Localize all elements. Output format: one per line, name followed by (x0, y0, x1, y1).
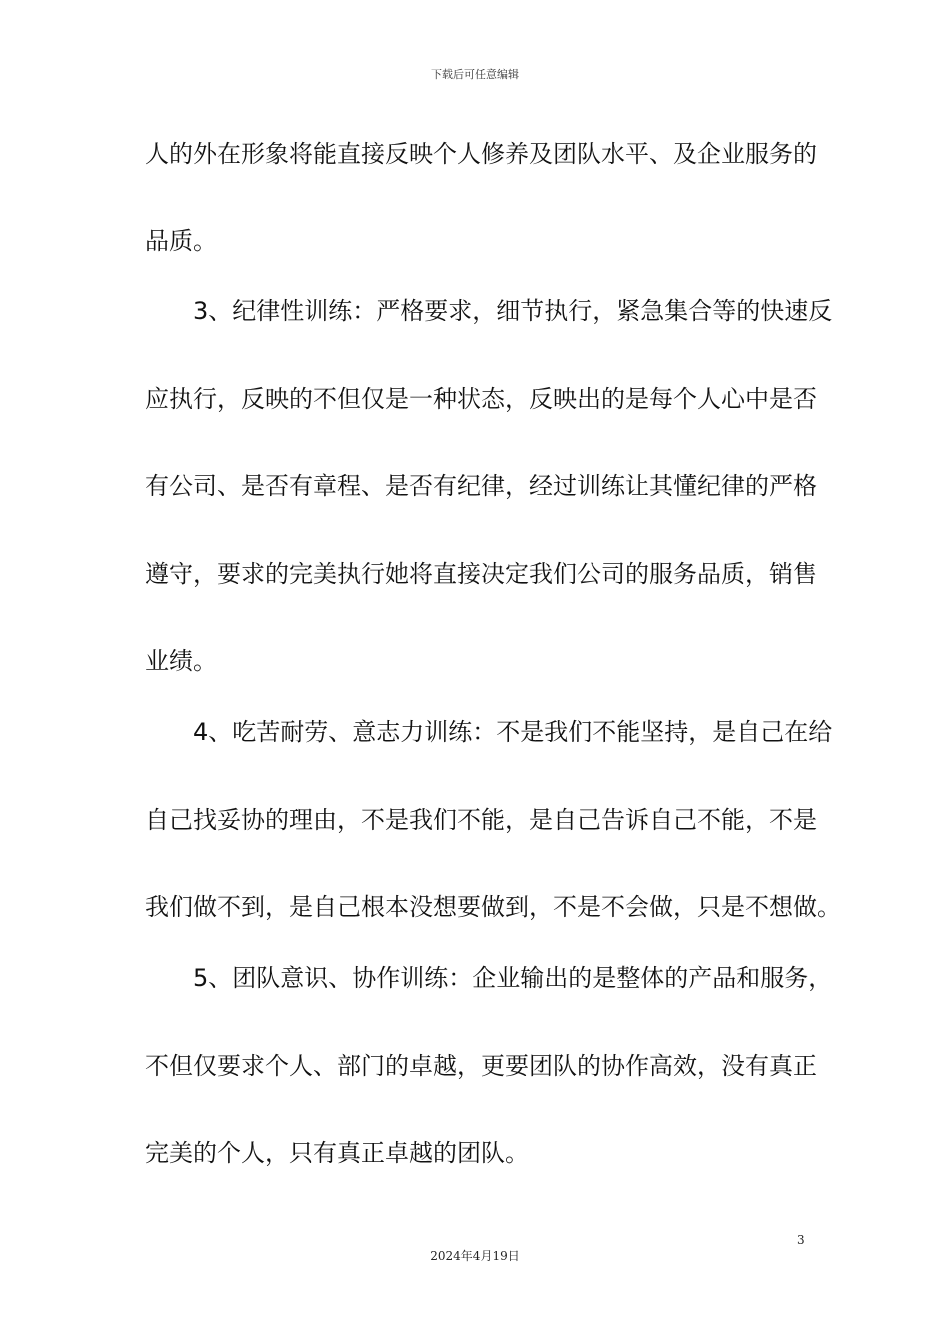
page-number: 3 (797, 1233, 805, 1247)
paragraph-line: 完美的个人，只有真正卓越的团队。 (145, 1139, 529, 1167)
paragraph-line: 人的外在形象将能直接反映个人修养及团队水平、及企业服务的 (145, 140, 817, 168)
paragraph-line: 不但仅要求个人、部门的卓越，更要团队的协作高效，没有真正 (145, 1052, 817, 1080)
paragraph-line: 自己找妥协的理由，不是我们不能，是自己告诉自己不能，不是 (145, 806, 817, 834)
paragraph-line: 4、吃苦耐劳、意志力训练：不是我们不能坚持，是自己在给 (193, 718, 833, 746)
paragraph-line: 5、团队意识、协作训练：企业输出的是整体的产品和服务， (193, 964, 833, 992)
paragraph-line: 我们做不到，是自己根本没想要做到，不是不会做，只是不想做。 (145, 893, 841, 921)
paragraph-line: 有公司、是否有章程、是否有纪律，经过训练让其懂纪律的严格 (145, 472, 817, 500)
paragraph-line: 3、纪律性训练：严格要求，细节执行，紧急集合等的快速反 (193, 297, 833, 325)
paragraph-line: 应执行，反映的不但仅是一种状态，反映出的是每个人心中是否 (145, 385, 817, 413)
paragraph-line: 遵守，要求的完美执行她将直接决定我们公司的服务品质，销售 (145, 560, 817, 588)
page-header: 下载后可任意编辑 (431, 68, 519, 81)
footer-date: 2024年4月19日 (430, 1249, 520, 1263)
paragraph-line: 品质。 (145, 227, 217, 255)
paragraph-line: 业绩。 (145, 647, 217, 675)
